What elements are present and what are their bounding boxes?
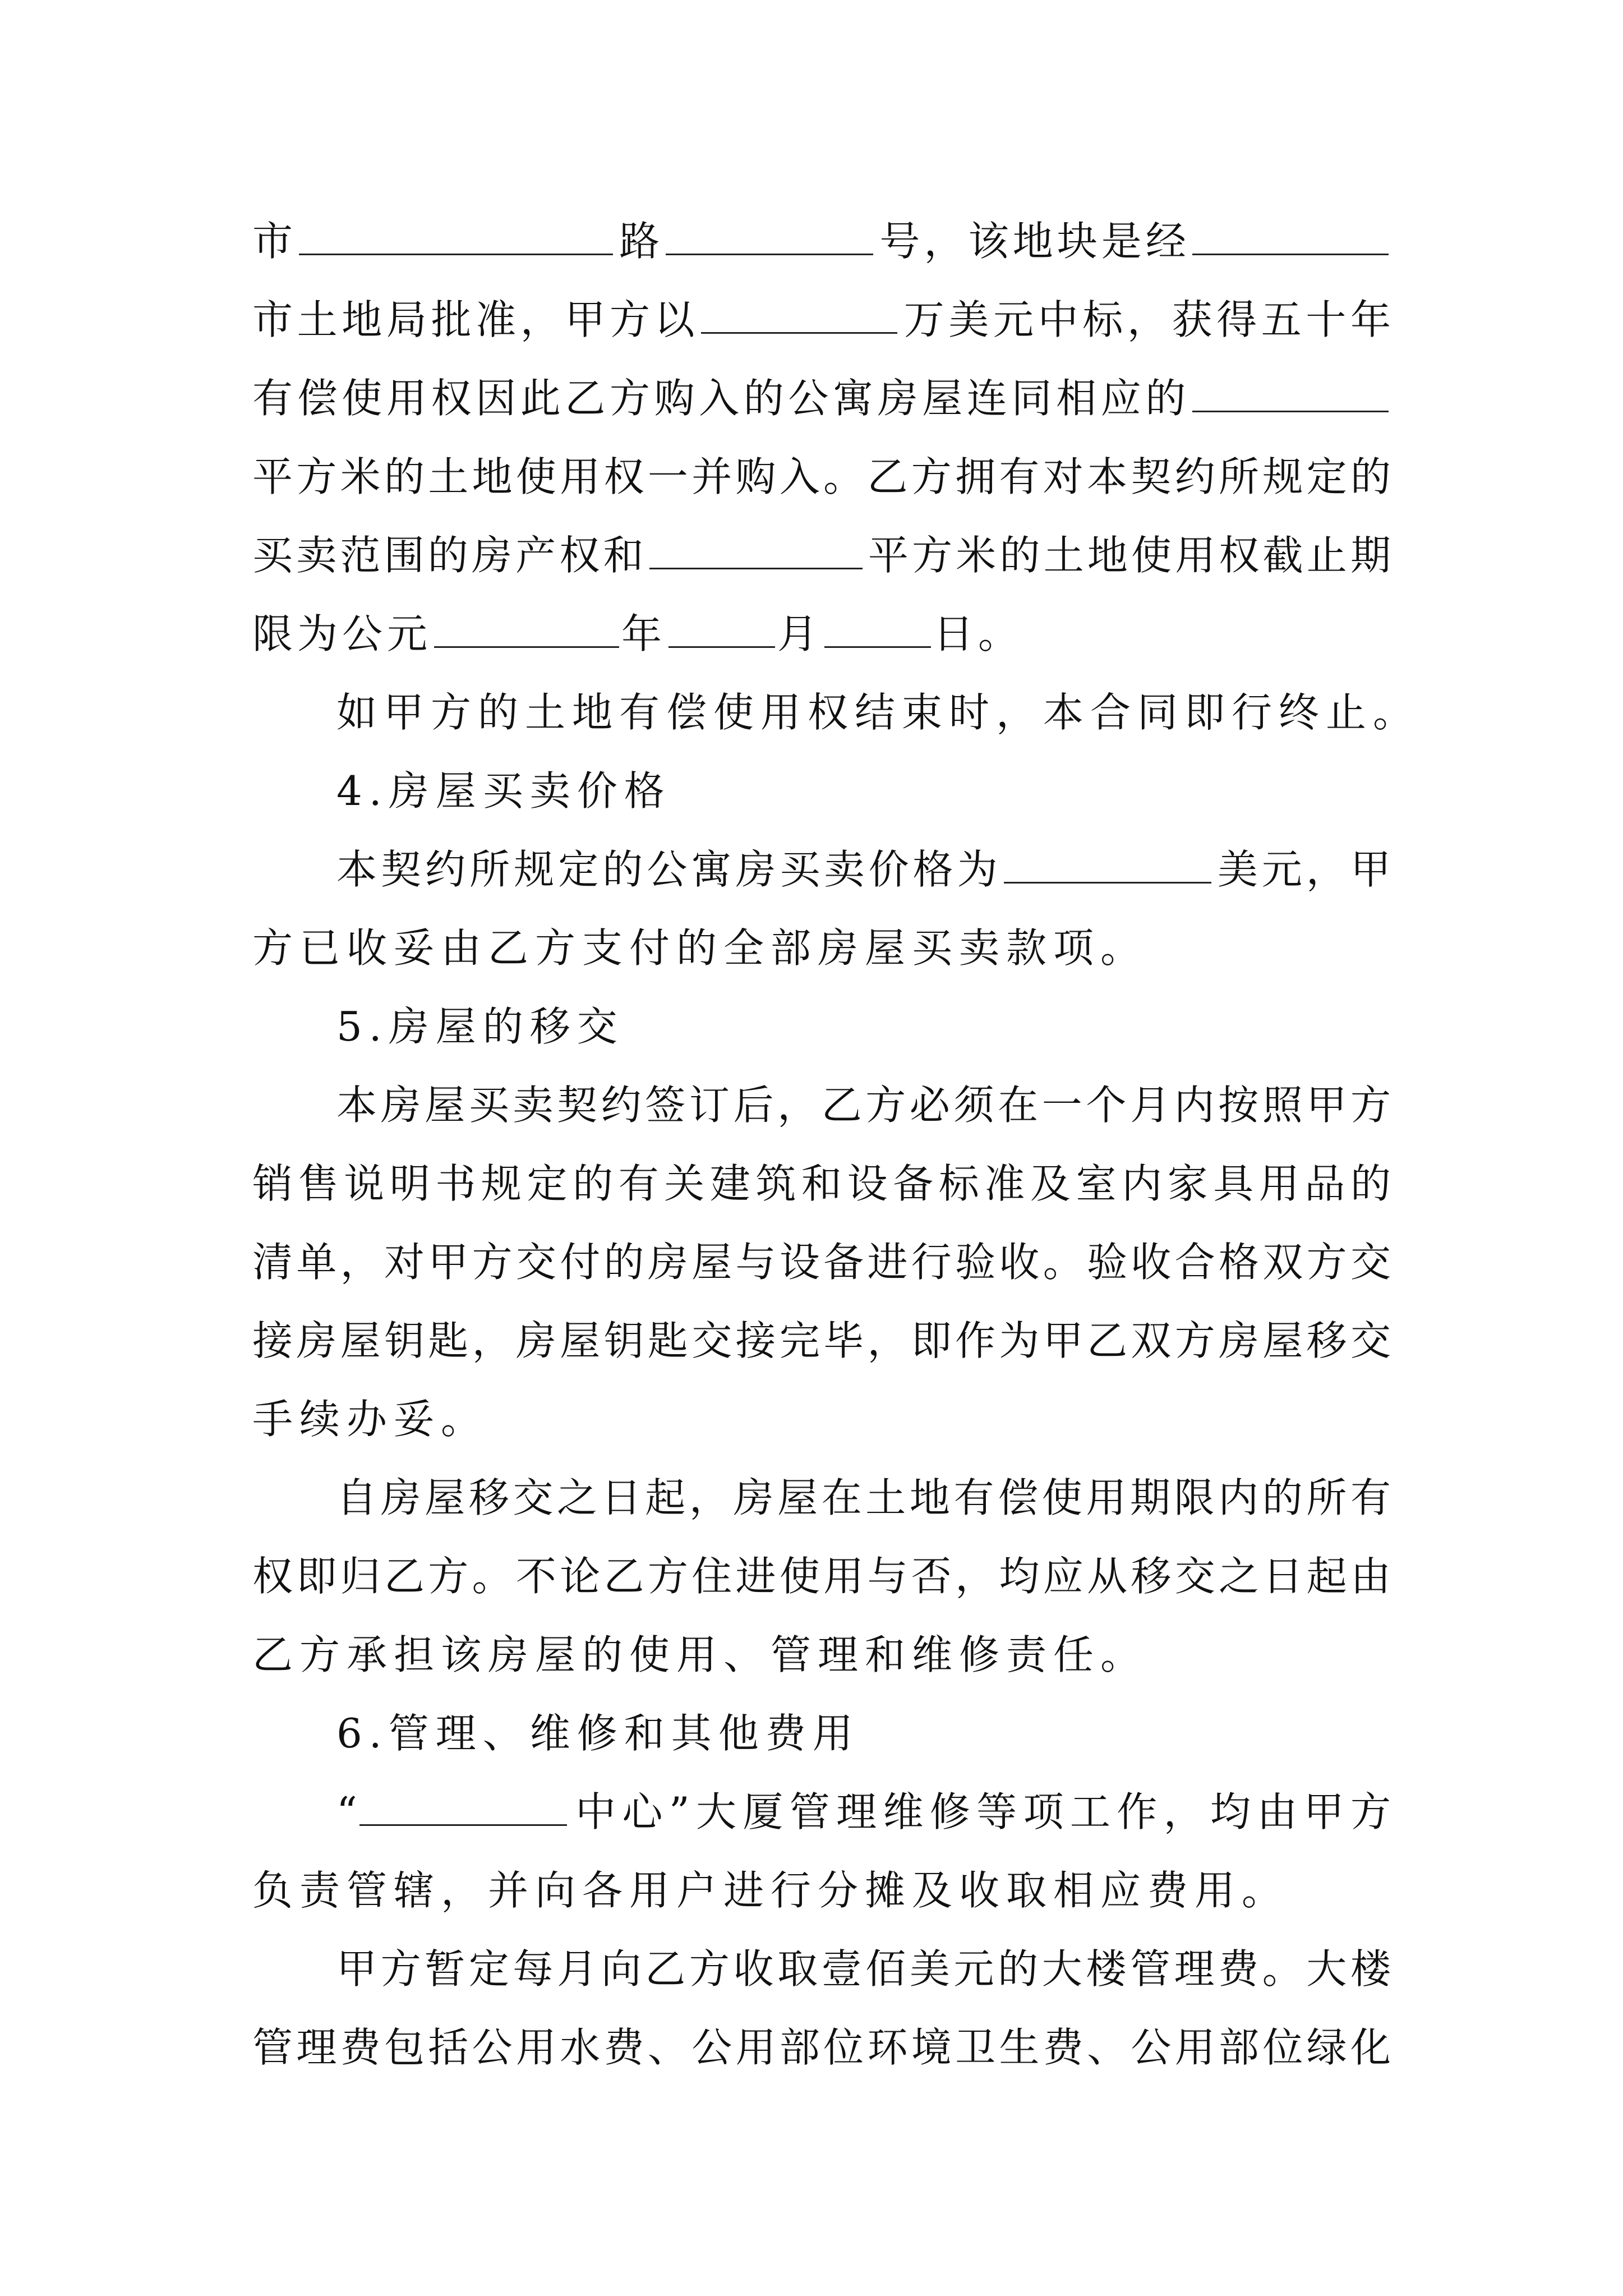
text-line: 自房屋移交之日起，房屋在土地有偿使用期限内的所有 — [336, 1474, 1391, 1521]
text-line: 甲方暂定每月向乙方收取壹佰美元的大楼管理费。大楼 — [336, 1945, 1391, 1993]
text-segment: 万美元中标，获得五十年 — [900, 296, 1391, 343]
text-line: 负责管辖，并向各用户进行分摊及收取相应费用。 — [252, 1867, 1289, 1914]
text-segment: 市 — [252, 218, 297, 265]
text-line: 如甲方的土地有偿使用权结束时，本合同即行终止。 — [336, 689, 1421, 736]
text-line — [252, 295, 1391, 345]
text-segment: 买卖范围的房产权和 — [252, 532, 647, 579]
text-line — [336, 1787, 1391, 1837]
text-line — [336, 844, 1391, 895]
text-line: 清单，对甲方交付的房屋与设备进行验收。验收合格双方交 — [252, 1239, 1391, 1286]
fill-in-blank — [668, 610, 775, 648]
fill-in-blank — [1192, 375, 1389, 412]
text-line: 乙方承担该房屋的使用、管理和维修责任。 — [252, 1631, 1148, 1678]
text-segment: “ — [336, 1788, 357, 1835]
text-line: 权即归乙方。不论乙方住进使用与否，均应从移交之日起由 — [252, 1553, 1391, 1600]
text-segment: 限为公元 — [252, 610, 432, 657]
text-line: 方已收妥由乙方支付的全部房屋买卖款项。 — [252, 924, 1148, 972]
text-line — [252, 609, 1391, 659]
text-segment: 中心”大厦管理维修等项工作，均由甲方 — [569, 1788, 1391, 1835]
fill-in-blank — [1004, 846, 1211, 884]
fill-in-blank — [666, 218, 873, 255]
section-heading: 4.房屋买卖价格 — [336, 767, 671, 815]
text-line — [252, 216, 1391, 266]
section-heading: 5.房屋的移交 — [336, 1003, 624, 1050]
section-heading: 6.管理、维修和其他费用 — [336, 1710, 860, 1757]
fill-in-blank — [701, 296, 897, 334]
text-segment: 日。 — [933, 610, 1023, 657]
text-segment: 月 — [777, 610, 823, 657]
text-line: 平方米的土地使用权一并购入。乙方拥有对本契约所规定的 — [252, 453, 1391, 500]
text-line: 销售说明书规定的有关建筑和设备标准及室内家具用品的 — [252, 1160, 1391, 1207]
text-segment: 路 — [615, 218, 664, 265]
fill-in-blank — [434, 610, 619, 648]
fill-in-blank — [1192, 218, 1389, 255]
text-segment: 本契约所规定的公寓房买卖价格为 — [336, 846, 1002, 893]
fill-in-blank — [299, 218, 613, 255]
fill-in-blank — [649, 532, 863, 569]
text-segment: 市土地局批准，甲方以 — [252, 296, 699, 343]
text-line — [252, 530, 1391, 581]
text-line — [252, 373, 1391, 424]
text-line: 接房屋钥匙，房屋钥匙交接完毕，即作为甲乙双方房屋移交 — [252, 1317, 1391, 1364]
text-line: 管理费包括公用水费、公用部位环境卫生费、公用部位绿化 — [252, 2024, 1391, 2071]
text-segment: 平方米的土地使用权截止期 — [864, 532, 1391, 579]
text-segment: 年 — [621, 610, 667, 657]
text-line: 手续办妥。 — [252, 1396, 488, 1443]
text-line: 本房屋买卖契约签订后，乙方必须在一个月内按照甲方 — [336, 1082, 1391, 1129]
text-segment: 号，该地块是经 — [875, 218, 1190, 265]
text-segment: 有偿使用权因此乙方购入的公寓房屋连同相应的 — [252, 375, 1190, 422]
fill-in-blank — [359, 1788, 567, 1826]
text-segment: 美元，甲 — [1213, 846, 1391, 893]
fill-in-blank — [824, 610, 931, 648]
